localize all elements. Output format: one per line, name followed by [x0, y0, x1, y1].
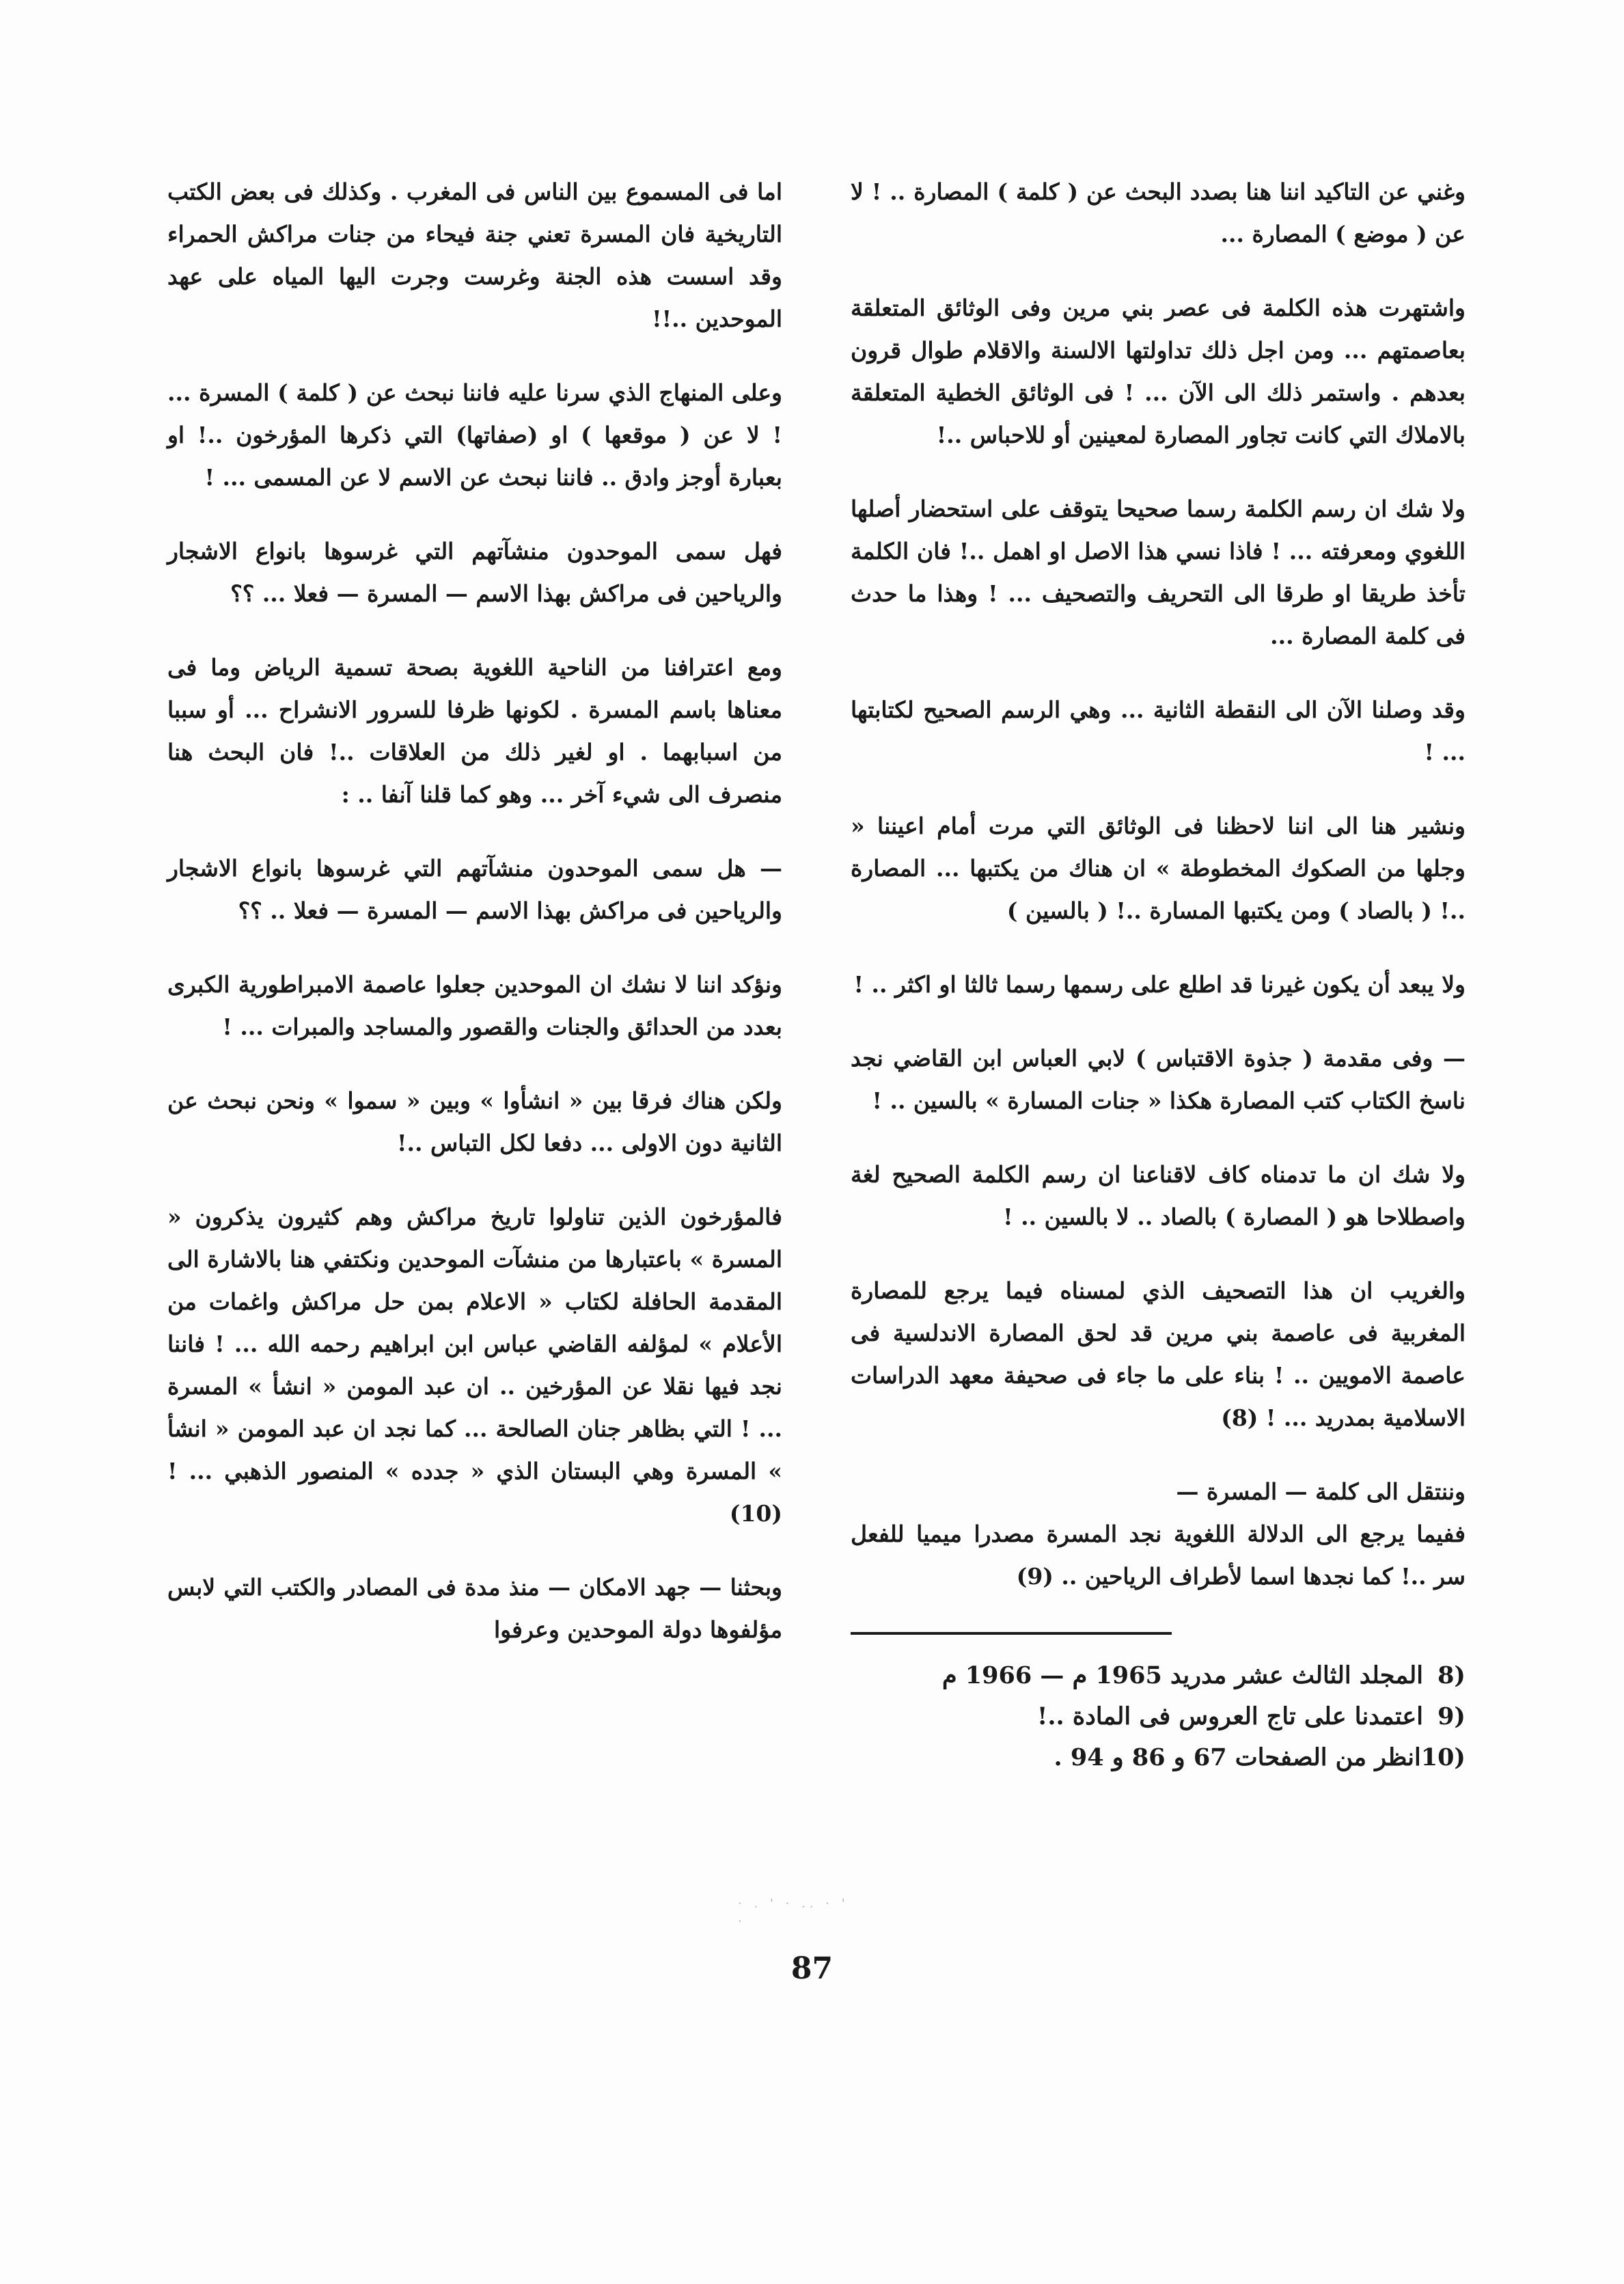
- left-column: [167, 171, 782, 1683]
- paragraph: — هل سمى الموحدون منشآتهم التي غرسوها بانواع الاشجار والرياحين فى مراكش بهذا الاسم — المسرة — فعلا .. ؟؟: [167, 855, 782, 924]
- paragraph: ولا شك ان رسم الكلمة رسما صحيحا يتوقف على استحضار أصلها اللغوي ومعرفته ... ! فاذا نسي هذا الاصل او اهمل ..! فان الكلمة تأخذ طريقا او طرقا الى التحريف والتصحيف ... ! وهذا ما حدث فى كلمة المصارة ...: [851, 495, 1465, 649]
- paragraph: وننتقل الى كلمة — المسرة —: [1176, 1478, 1465, 1505]
- paragraph: — وفى مقدمة ( جذوة الاقتباس ) لابي العباس ابن القاضي نجد ناسخ الكتاب كتب المصارة هكذا « جنات المسارة » بالسين .. !: [851, 1045, 1465, 1114]
- scan-noise: · . ' · .. · ' .: [738, 1896, 849, 1925]
- paragraph: ولا يبعد أن يكون غيرنا قد اطلع على رسمها رسما ثالثا او اكثر .. !: [853, 971, 1465, 998]
- right-column: [851, 171, 1465, 1778]
- paragraph: وغني عن التاكيد اننا هنا بصدد البحث عن ( كلمة ) المصارة .. ! لا عن ( موضع ) المصارة ...: [851, 178, 1465, 247]
- footnote-item: [851, 1696, 1465, 1737]
- footnote-text: اعتمدنا على تاج العروس فى المادة ..!: [1037, 1702, 1423, 1730]
- footnote-number: 10): [1420, 1743, 1465, 1771]
- paragraph: اما فى المسموع بين الناس فى المغرب . وكذلك فى بعض الكتب التاريخية فان المسرة تعني جنة فيحاء من جنات مراكش الحمراء وقد اسست هذه الجنة وغرست وجرت اليها المياه على عهد الموحدين ..!!: [167, 178, 782, 332]
- footnote-item: [851, 1655, 1465, 1696]
- paragraph: وبحثنا — جهد الامكان — منذ مدة فى المصادر والكتب التي لابس مؤلفوها دولة الموحدين وعرفوا: [167, 1574, 782, 1643]
- paragraph: واشتهرت هذه الكلمة فى عصر بني مرين وفى الوثائق المتعلقة بعاصمتهم ... ومن اجل ذلك تداولتها الالسنة والاقلام طوال قرون بعدهم . واستمر ذلك الى الآن ... ! فى الوثائق الخطية المتعلقة بالاملاك التي كانت تجاور المصارة لمعينين أو للاحباس ..!: [851, 295, 1465, 448]
- paragraph: فالمؤرخون الذين تناولوا تاريخ مراكش وهم كثيرون يذكرون « المسرة » باعتبارها من منشآت الموحدين ونكتفي هنا بالاشارة الى المقدمة الحافلة لكتاب « الاعلام بمن حل مراكش واغمات من الأعلام » لمؤلفه القاضي عباس ابن ابراهيم رحمه الله ... ! فاننا نجد فيها نقلا عن المؤرخين .. ان عبد المومن « انشأ » المسرة ... ! التي بظاهر جنان الصالحة ... كما نجد ان عبد المومن « انشأ » المسرة وهي البستان الذي « جدده » المنصور الذهبي ... ! (10): [167, 1204, 782, 1527]
- footnote-item: [851, 1737, 1465, 1778]
- paragraph: ولكن هناك فرقا بين « انشأوا » وبين « سموا » ونحن نبحث عن الثانية دون الاولى ... دفعا لكل التباس ..!: [167, 1087, 782, 1156]
- footnote-number: 8): [1437, 1661, 1465, 1689]
- paragraph: ونشير هنا الى اننا لاحظنا فى الوثائق التي مرت أمام اعيننا « وجلها من الصكوك المخطوطة » ان هناك من يكتبها ... المصارة ..! ( بالصاد ) ومن يكتبها المسارة ..! ( بالسين ): [851, 813, 1465, 924]
- paragraph: ففيما يرجع الى الدلالة اللغوية نجد المسرة مصدرا ميميا للفعل سر ..! كما نجدها اسما لأطراف الرياحين .. (9): [851, 1521, 1465, 1590]
- page-number: 87: [790, 1951, 834, 1986]
- paragraph: ونؤكد اننا لا نشك ان الموحدين جعلوا عاصمة الامبراطورية الكبرى بعدد من الحدائق والجنات والقصور والمساجد والمبرات ... !: [167, 971, 782, 1040]
- footnote-text: المجلد الثالث عشر مدريد 1965 م — 1966 م: [941, 1661, 1423, 1689]
- paragraph: ولا شك ان ما تدمناه كاف لاقناعنا ان رسم الكلمة الصحيح لغة واصطلاحا هو ( المصارة ) بالصاد .. لا بالسين .. !: [851, 1161, 1465, 1230]
- footnote-divider: [851, 1632, 1172, 1635]
- paragraph: ومع اعترافنا من الناحية اللغوية بصحة تسمية الرياض وما فى معناها باسم المسرة . لكونها ظرفا للسرور الانشراح ... أو سببا من اسبابهما . او لغير ذلك من العلاقات ..! فان البحث هنا منصرف الى شيء آخر ... وهو كما قلنا آنفا .. :: [167, 654, 782, 808]
- paragraph: والغريب ان هذا التصحيف الذي لمسناه فيما يرجع للمصارة المغربية فى عاصمة بني مرين قد لحق المصارة الاندلسية فى عاصمة الامويين .. ! بناء على ما جاء فى صحيفة معهد الدراسات الاسلامية بمدريد ... ! (8): [851, 1277, 1465, 1431]
- footnote-text: انظر من الصفحات 67 و 86 و 94 .: [1054, 1743, 1421, 1771]
- paragraph: وعلى المنهاج الذي سرنا عليه فاننا نبحث عن ( كلمة ) المسرة ... ! لا عن ( موقعها ) او (صفاتها) التي ذكرها المؤرخون ..! او بعبارة أوجز وادق .. فاننا نبحث عن الاسم لا عن المسمى ... !: [167, 379, 782, 491]
- footnotes-list: [851, 1655, 1465, 1778]
- paragraph: وقد وصلنا الآن الى النقطة الثانية ... وهي الرسم الصحيح لكتابتها ... !: [851, 696, 1465, 765]
- paragraph: فهل سمى الموحدون منشآتهم التي غرسوها بانواع الاشجار والرياحين فى مراكش بهذا الاسم — المسرة — فعلا ... ؟؟: [167, 538, 782, 607]
- footnote-number: 9): [1437, 1702, 1465, 1730]
